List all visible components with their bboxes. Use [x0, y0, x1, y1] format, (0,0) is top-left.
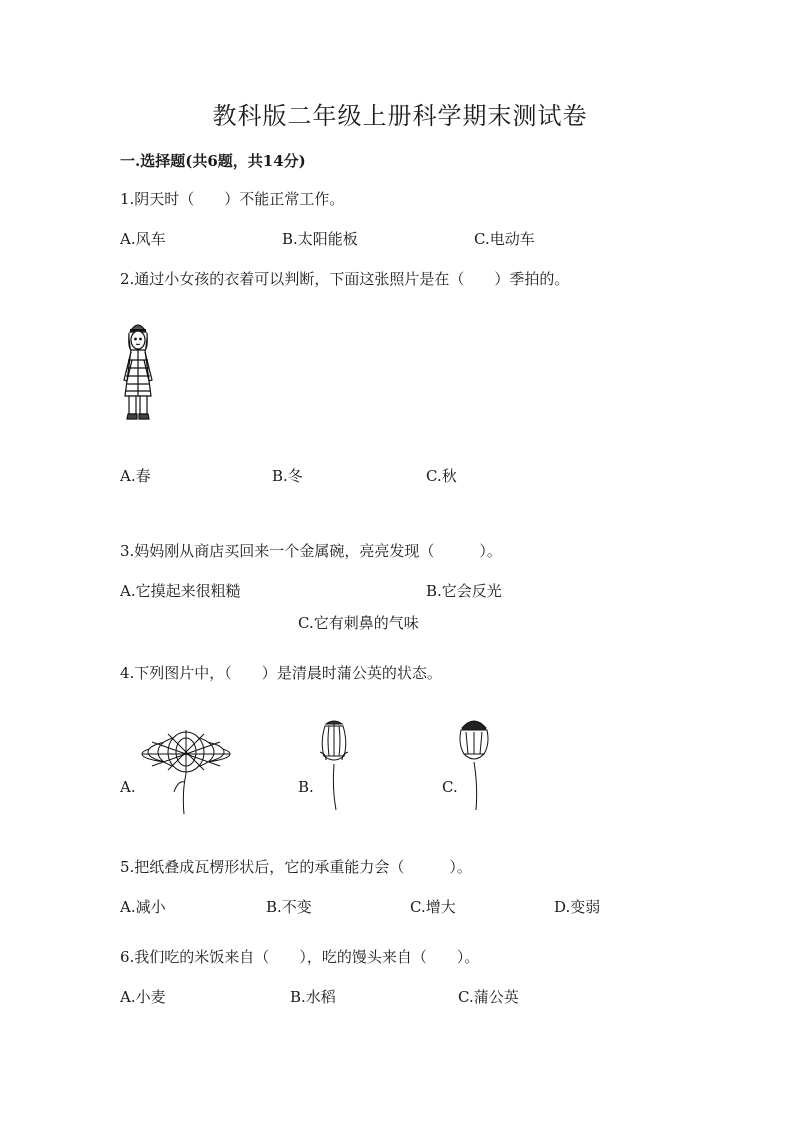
q1-option-c[interactable]: C.电动车: [474, 230, 535, 248]
question-6: 6.我们吃的米饭来自（ ），吃的馒头来自（ ）。: [120, 948, 480, 966]
dandelion-closed-bud-illustration: [312, 718, 356, 812]
question-1: 1.阴天时（ ）不能正常工作。: [120, 190, 345, 208]
dandelion-half-closed-illustration: [452, 714, 496, 812]
q4-option-a[interactable]: A.: [120, 778, 136, 796]
question-2: 2.通过小女孩的衣着可以判断，下面这张照片是在（ ）季拍的。: [120, 270, 570, 288]
question-3: 3.妈妈刚从商店买回来一个金属碗，亮亮发现（ ）。: [120, 542, 502, 560]
page-title: 教科版二年级上册科学期末测试卷: [212, 102, 588, 130]
q2-option-a[interactable]: A.春: [120, 467, 151, 485]
q4-option-c[interactable]: C.: [442, 778, 458, 796]
q3-option-a[interactable]: A.它摸起来很粗糙: [120, 582, 241, 600]
q6-option-b[interactable]: B.水稻: [290, 988, 336, 1006]
q1-option-a[interactable]: A.风车: [120, 230, 166, 248]
q6-option-c[interactable]: C.蒲公英: [458, 988, 519, 1006]
q6-option-a[interactable]: A.小麦: [120, 988, 166, 1006]
girl-winter-coat-illustration: [118, 318, 158, 424]
q3-option-b[interactable]: B.它会反光: [426, 582, 502, 600]
section-heading: 一.选择题(共6题，共14分): [120, 152, 306, 170]
q2-option-b[interactable]: B.冬: [272, 467, 303, 485]
q1-option-b[interactable]: B.太阳能板: [282, 230, 358, 248]
q5-option-c[interactable]: C.增大: [410, 898, 456, 916]
q3-option-c[interactable]: C.它有刺鼻的气味: [298, 614, 419, 632]
q4-option-b[interactable]: B.: [298, 778, 314, 796]
question-5: 5.把纸叠成瓦楞形状后，它的承重能力会（ ）。: [120, 858, 472, 876]
q2-option-c[interactable]: C.秋: [426, 467, 457, 485]
dandelion-open-illustration: [138, 722, 234, 816]
q5-option-a[interactable]: A.减小: [120, 898, 166, 916]
q5-option-d[interactable]: D.变弱: [554, 898, 601, 916]
question-4: 4.下列图片中，（ ）是清晨时蒲公英的状态。: [120, 664, 442, 682]
q5-option-b[interactable]: B.不变: [266, 898, 312, 916]
